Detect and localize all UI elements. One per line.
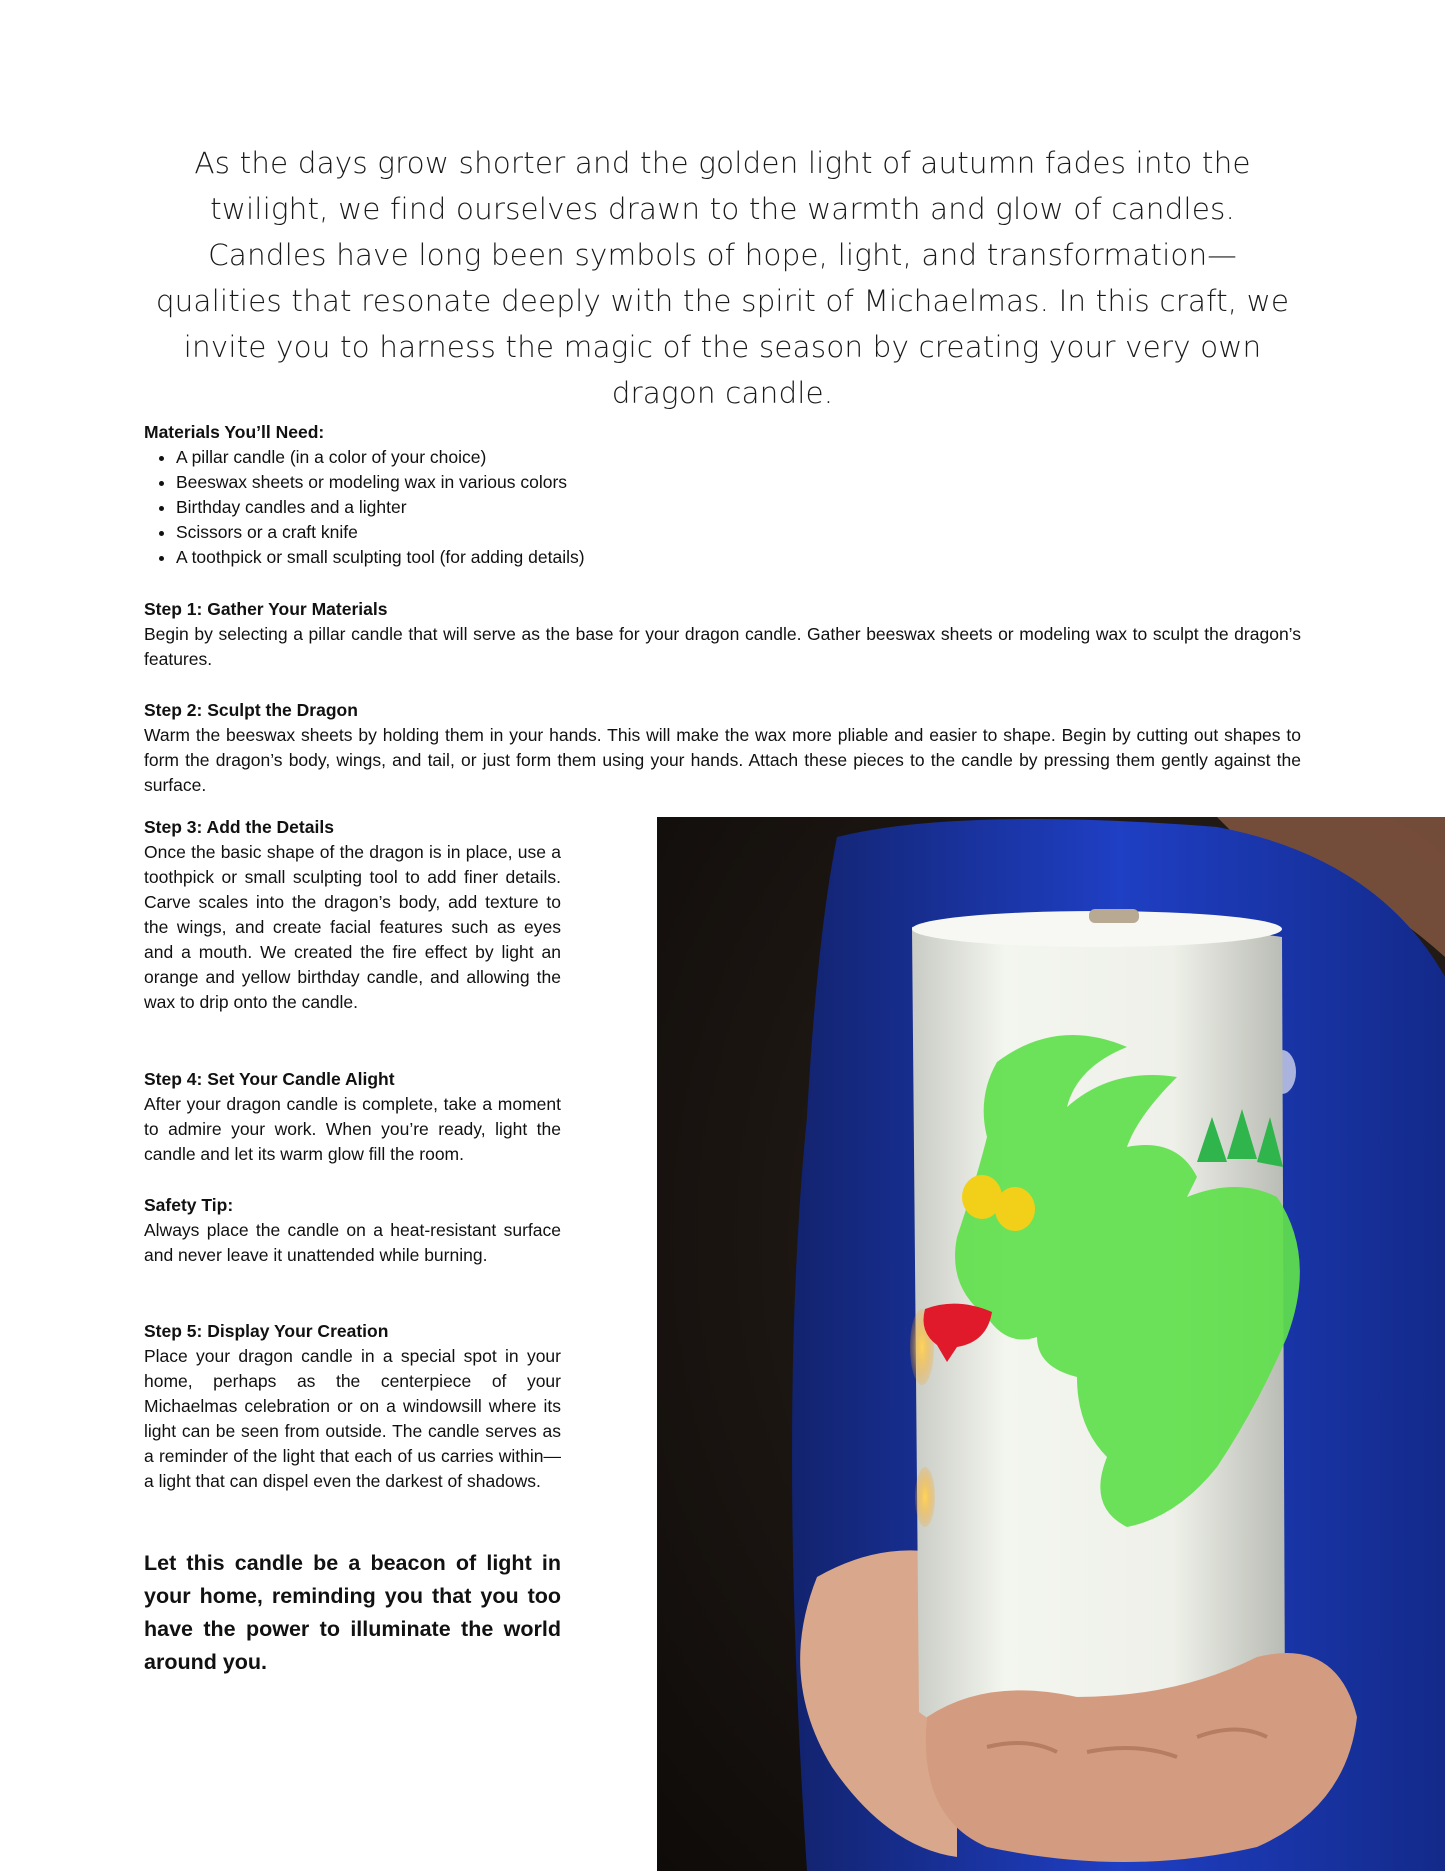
step-text: Place your dragon candle in a special spot in your home, perhaps as the centerpiece of your Michaelmas celebration or on a windowsill where its light can be seen from outside. The candle serves as a reminder of the light that each of us carries within—a light that can dispel even the darkest of shadows. bbox=[144, 1346, 561, 1491]
materials-heading: Materials You’ll Need: bbox=[144, 422, 325, 442]
step-text: After your dragon candle is complete, take a moment to admire your work. When you’re ready, light the candle and let its warm glow fill the room. bbox=[144, 1094, 561, 1164]
photo-illustration bbox=[657, 817, 1445, 1871]
materials-section bbox=[144, 420, 1301, 570]
step-heading: Step 2: Sculpt the Dragon bbox=[144, 700, 358, 720]
step-text: Begin by selecting a pillar candle that will serve as the base for your dragon candle. Gather beeswax sheets or modeling wax to sculpt the dragon’s features. bbox=[144, 624, 1301, 669]
list-item: • Beeswax sheets or modeling wax in various colors bbox=[176, 470, 1301, 495]
list-item: • A pillar candle (in a color of your choice) bbox=[176, 445, 1301, 470]
safety-tip bbox=[144, 1193, 561, 1268]
step-heading: Step 5: Display Your Creation bbox=[144, 1321, 389, 1341]
step-text: Warm the beeswax sheets by holding them in your hands. This will make the wax more pliable and easier to shape. Begin by cutting out shapes to form the dragon’s body, wings, and tail, or just form them using your hands. Attach these pieces to the candle by pressing them gently against the surface. bbox=[144, 725, 1301, 795]
closing-statement: Let this candle be a beacon of light in your home, reminding you that you too have the power to illuminate the world around you. bbox=[144, 1551, 561, 1674]
dragon-candle-photo bbox=[657, 817, 1445, 1871]
list-item: • Birthday candles and a lighter bbox=[176, 495, 1301, 520]
step-4 bbox=[144, 1067, 561, 1167]
materials-list bbox=[144, 445, 1301, 570]
step-text: Always place the candle on a heat-resistant surface and never leave it unattended while burning. bbox=[144, 1220, 561, 1265]
step-2 bbox=[144, 698, 1301, 798]
step-1 bbox=[144, 597, 1301, 672]
step-text: Once the basic shape of the dragon is in place, use a toothpick or small sculpting tool to add finer details. Carve scales into the dragon’s body, add texture to the wings, and create facial features such as eyes and a mouth. We created the fire effect by light an orange and yellow birthday candle, and allowing the wax to drip onto the candle. bbox=[144, 842, 561, 1012]
list-item: • A toothpick or small sculpting tool (for adding details) bbox=[176, 545, 1301, 570]
step-heading: Safety Tip: bbox=[144, 1195, 234, 1215]
step-5 bbox=[144, 1319, 561, 1494]
step-heading: Step 1: Gather Your Materials bbox=[144, 599, 388, 619]
step-heading: Step 3: Add the Details bbox=[144, 817, 334, 837]
step-3 bbox=[144, 815, 561, 1015]
step-heading: Step 4: Set Your Candle Alight bbox=[144, 1069, 395, 1089]
list-item: • Scissors or a craft knife bbox=[176, 520, 1301, 545]
intro-paragraph: As the days grow shorter and the golden light of autumn fades into the twilight, we find ourselves drawn to the warmth and glow of candles. Candles have long been symbols of hope, light, and transformation—qualities that resonate deeply with the spirit of Michaelmas. In this craft, we invite you to harness the magic of the season by creating your very own dragon candle. bbox=[155, 146, 1290, 410]
